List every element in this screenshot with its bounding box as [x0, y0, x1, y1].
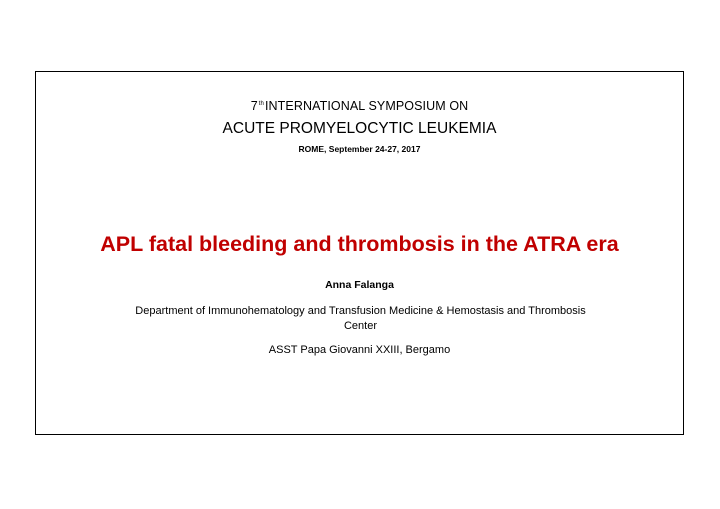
presentation-title: APL fatal bleeding and thrombosis in the ATRA era: [100, 232, 619, 256]
symposium-subtitle: ACUTE PROMYELOCYTIC LEUKEMIA: [222, 120, 497, 137]
symposium-ordinal-suffix: th: [258, 101, 264, 107]
department-text: Department of Immunohematology and Transfusion Medicine & Hemostasis and Thrombosis Center: [135, 305, 586, 332]
affiliation-text: ASST Papa Giovanni XXIII, Bergamo: [268, 344, 451, 356]
symposium-heading: [36, 99, 683, 113]
author-name: Anna Falanga: [325, 279, 394, 291]
location-date: ROME, September 24-27, 2017: [298, 144, 421, 154]
symposium-number: 7: [250, 99, 258, 113]
slide-frame: [35, 71, 684, 435]
symposium-name: INTERNATIONAL SYMPOSIUM ON: [264, 99, 469, 113]
